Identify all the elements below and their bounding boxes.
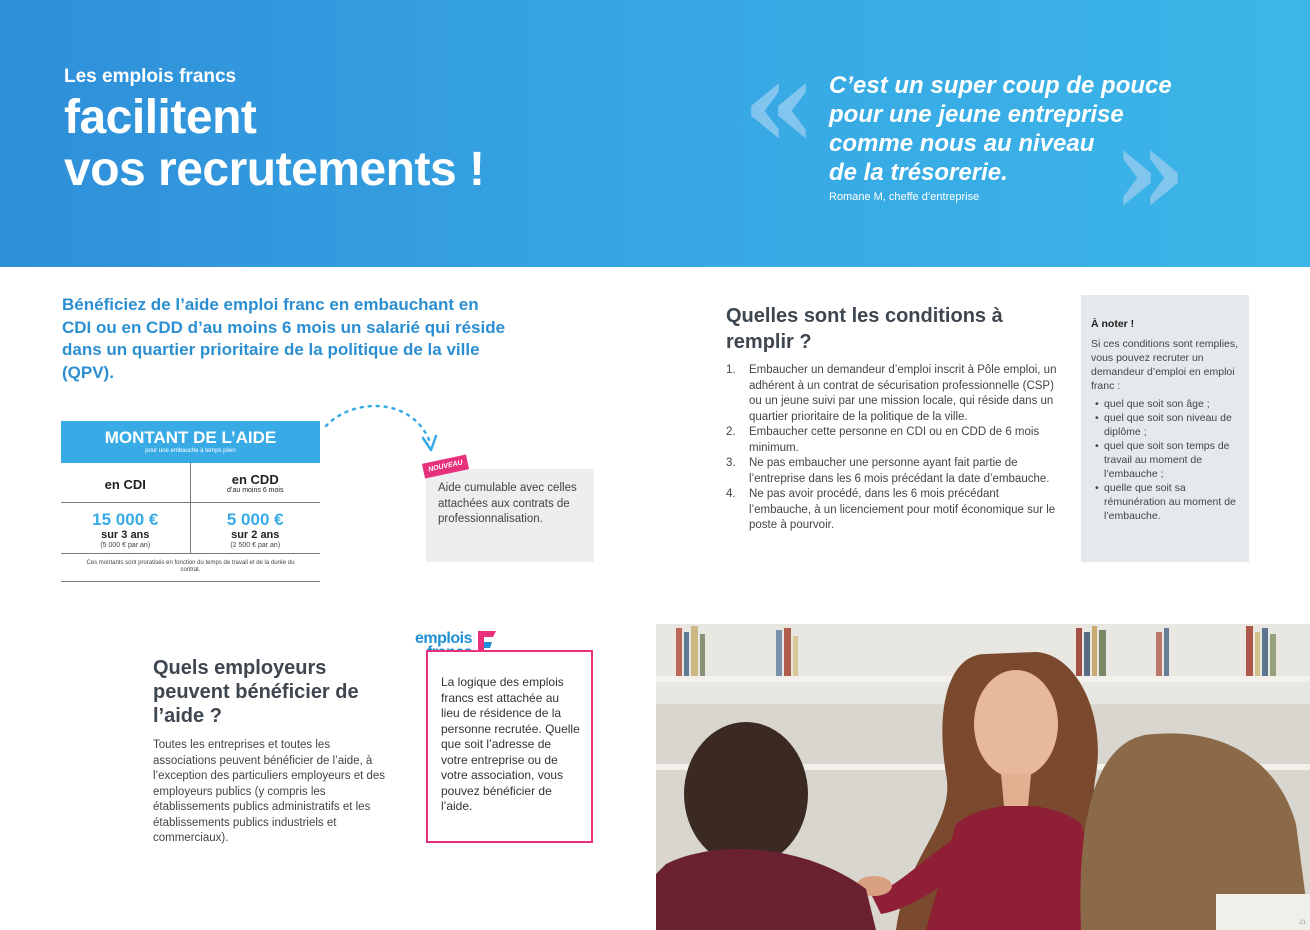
note-title: À noter ! — [1091, 318, 1135, 330]
page-number: 21 — [1299, 920, 1306, 926]
intro-text: Bénéficiez de l’aide emploi franc en embauchant en CDI ou en CDD d’au moins 6 mois un salarié qui réside dans un quartier prioritaire de la politique de la ville (QPV). — [62, 295, 506, 382]
quote-line: de la trésorerie. — [829, 159, 1008, 186]
quote-author: Romane M, cheffe d’entreprise — [829, 191, 980, 203]
page-title-line: vos recrutements ! — [64, 143, 485, 196]
quote-line: C’est un super coup de pouce — [829, 72, 1172, 99]
logic-box: La logique des emplois francs est attachée au lieu de résidence de la personne recrutée. Quelle que soit l’adresse de votre entreprise ou de votre association, vous pouvez bénéficier de l’aide. — [426, 650, 593, 843]
cdi-amount: 15 000 € — [92, 510, 159, 529]
cdd-label-cell — [191, 463, 321, 503]
list-item: • quel que soit son âge ; — [1091, 397, 1240, 411]
page-title — [64, 92, 485, 196]
list-item-number: 2. — [726, 426, 736, 438]
list-item-text: Embaucher un demandeur d’emploi inscrit à Pôle emploi, un adhérent à un contrat de sécurisation professionnelle (CSP) ou un jeune suivi par une mission locale, qui réside dans un quartier prioritaire de la politique de la ville. — [749, 364, 1057, 423]
list-item-text: Ne pas embaucher une personne ayant fait partie de l’entreprise dans les 6 mois précédant la date d’embauche. — [749, 457, 1050, 485]
aid-table-title: MONTANT DE L’AIDE — [104, 428, 277, 447]
note-list — [1091, 397, 1240, 523]
header-banner — [0, 0, 1310, 267]
aid-table-labels-row — [61, 463, 320, 503]
nouveau-badge: NOUVEAU — [422, 454, 469, 478]
page-title-line: facilitent — [64, 91, 257, 144]
list-item-number: 1. — [726, 364, 736, 376]
list-item: • quel que soit son temps de travail au moment de l’embauche ; — [1091, 439, 1240, 481]
quote-line: pour une jeune entreprise — [829, 101, 1124, 128]
header-kicker: Les emplois francs — [64, 66, 237, 87]
logo-line: emplois — [415, 630, 472, 647]
list-item-number: 4. — [726, 488, 736, 500]
cdi-label: en CDI — [61, 463, 191, 503]
cdd-label: en CDD — [231, 472, 279, 487]
cdd-amount: 5 000 € — [226, 510, 284, 529]
open-quote-icon: « — [742, 34, 817, 175]
list-item-text: Embaucher cette personne en CDI ou en CDD de 6 mois minimum. — [749, 426, 1040, 454]
aid-table-amounts-row — [61, 503, 320, 553]
interview-photo — [656, 624, 1310, 930]
cdd-amount-cell — [191, 503, 321, 553]
cumulative-aid-box: Aide cumulable avec celles attachées aux contrats de professionnalisation. — [426, 469, 594, 562]
list-item: • quelle que soit sa rémunération au moment de l’embauche. — [1091, 481, 1240, 523]
cdd-duration: sur 2 ans — [231, 529, 280, 541]
note-box — [1081, 295, 1249, 562]
cdd-sublabel: d’au moins 6 mois — [227, 487, 284, 494]
conditions-title: Quelles sont les conditions à remplir ? — [726, 305, 1003, 353]
list-item-number: 3. — [726, 457, 736, 469]
cdi-duration: sur 3 ans — [101, 529, 150, 541]
note-text: Si ces conditions sont remplies, vous pouvez recruter un demandeur d’emploi en emploi franc : — [1091, 338, 1239, 392]
aid-table-header — [61, 421, 320, 463]
cdi-per-year: (5 000 € par an) — [100, 542, 151, 549]
cdi-amount-cell — [61, 503, 191, 553]
list-item — [726, 456, 1062, 487]
list-item — [726, 363, 1062, 425]
cdd-per-year: (2 500 € par an) — [230, 542, 281, 549]
dotted-arrow-icon — [322, 400, 442, 456]
aid-table-subtitle: pour une embauche à temps plein — [145, 448, 236, 454]
close-quote-icon: » — [1112, 101, 1187, 242]
list-item — [726, 425, 1062, 456]
aid-amount-table — [61, 421, 320, 582]
conditions-list — [726, 363, 1062, 534]
aid-table-note: Ces montants sont proratisés en fonction du temps de travail et de la durée du contrat. — [61, 553, 320, 582]
list-item-text: Ne pas avoir procédé, dans les 6 mois précédant l’embauche, à un licenciement pour motif économique sur le poste à pourvoir. — [749, 488, 1056, 531]
list-item — [726, 487, 1062, 534]
quote-line: comme nous au niveau — [829, 130, 1095, 157]
employers-title: Quels employeurs peuvent bénéficier de l’aide ? — [153, 657, 359, 727]
list-item: • quel que soit son niveau de diplôme ; — [1091, 411, 1240, 439]
photo-illustration — [656, 624, 1310, 930]
employers-text: Toutes les entreprises et toutes les associations peuvent bénéficier de l’aide, à l’exception des particuliers employeurs et des employeurs publics (y compris les établissements publics administratifs et les établissements publics industriels et commerciaux). — [153, 739, 386, 844]
